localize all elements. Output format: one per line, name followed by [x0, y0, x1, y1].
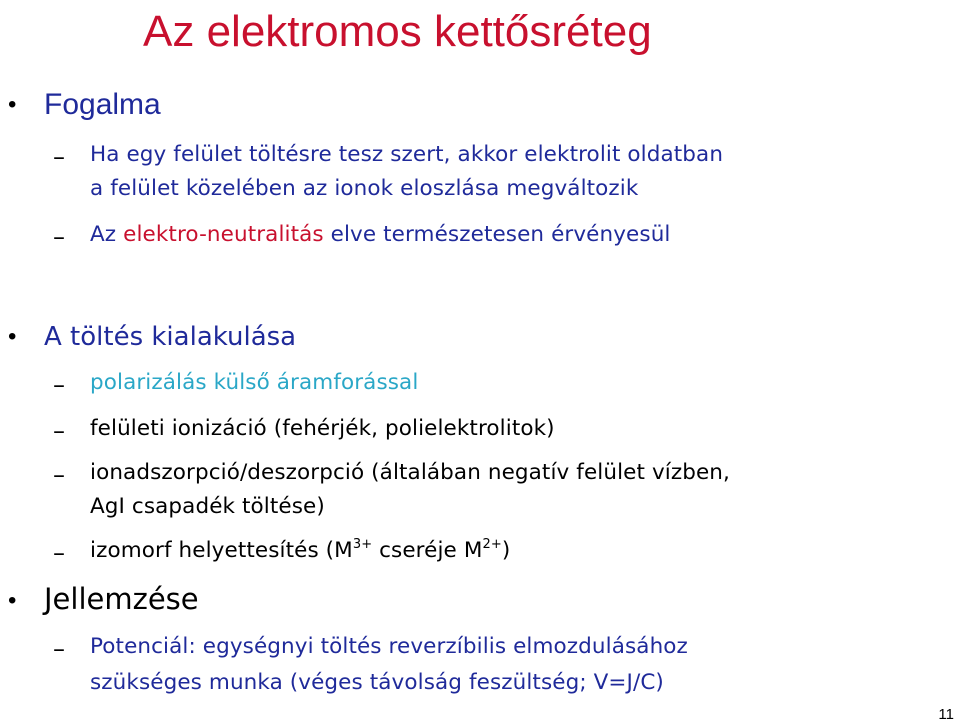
dash-icon: – [53, 539, 65, 567]
jellemzese-item1-line2: szükséges munka (véges távolság feszültség; V=J/C) [90, 670, 664, 695]
kialakulasa-item4 [90, 536, 510, 566]
page-number: 11 [938, 706, 954, 723]
dash-icon: – [53, 461, 65, 489]
dash-icon: – [53, 417, 65, 445]
dash-icon: – [53, 223, 65, 251]
kialakulasa-item2: felületi ionizáció (fehérjék, polielektrolitok) [90, 416, 555, 441]
jellemzese-item1-line1: Potenciál: egységnyi töltés reverzíbilis elmozdulásához [90, 634, 688, 659]
fogalma-item2-post: elve természetesen érvényesül [323, 222, 671, 247]
fogalma-item2-pre: Az [90, 222, 124, 247]
kialakulasa-item3-line2: AgI csapadék töltése) [90, 494, 325, 519]
kialakulasa-item4-c: ) [501, 538, 511, 563]
bullet-icon: • [8, 91, 17, 118]
dash-icon: – [53, 371, 65, 399]
kialakulasa-item4-a: izomorf helyettesítés (M [90, 538, 353, 563]
kialakulasa-item4-sup1: 3+ [352, 537, 373, 552]
section-heading-fogalma: Fogalma [44, 88, 161, 121]
bullet-icon: • [8, 587, 17, 614]
dash-icon: – [53, 143, 65, 171]
bullet-icon: • [8, 323, 17, 350]
fogalma-item1-line2: a felület közelében az ionok eloszlása megváltozik [90, 176, 639, 201]
section-heading-kialakulasa: A töltés kialakulása [44, 322, 297, 352]
slide-title: Az elektromos kettősréteg [143, 7, 652, 56]
kialakulasa-item1: polarizálás külső áramforással [90, 370, 419, 395]
kialakulasa-item4-b: cseréje M [372, 538, 483, 563]
kialakulasa-item4-sup2: 2+ [482, 537, 502, 552]
fogalma-item2 [90, 220, 671, 250]
dash-icon: – [53, 635, 65, 663]
section-heading-jellemzese: Jellemzése [44, 582, 199, 616]
fogalma-item2-highlight: elektro-neutralitás [123, 222, 324, 247]
kialakulasa-item3-line1: ionadszorpció/deszorpció (általában negatív felület vízben, [90, 460, 730, 485]
fogalma-item1-line1: Ha egy felület töltésre tesz szert, akkor elektrolit oldatban [90, 142, 724, 167]
